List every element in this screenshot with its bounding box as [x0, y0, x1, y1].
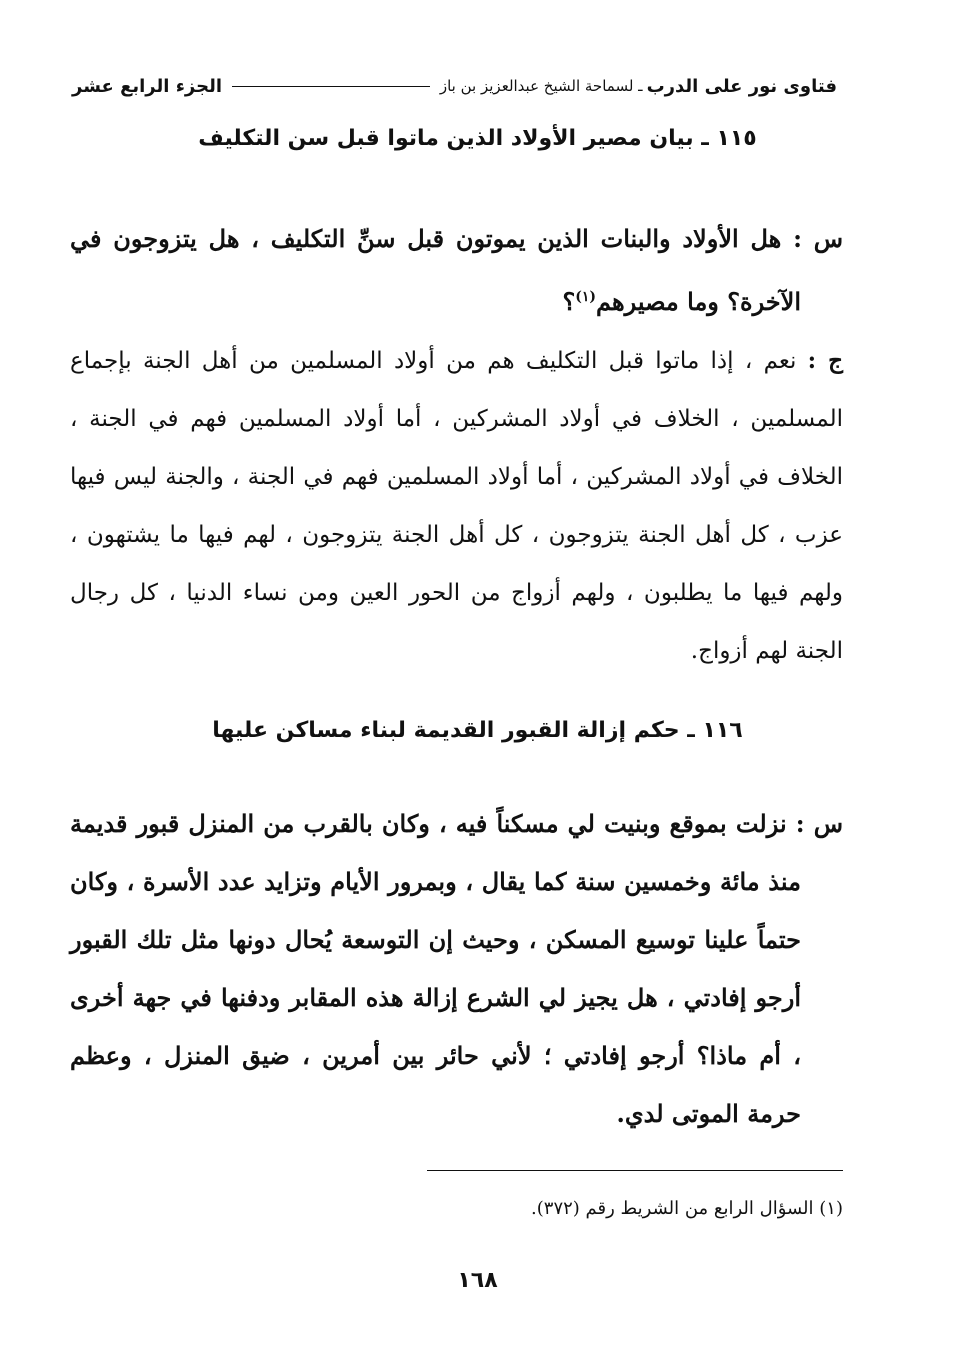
section-heading-116: ١١٦ ـ حكم إزالة القبور القديمة لبناء مساكن عليها [212, 718, 743, 743]
answer-115 [70, 332, 843, 680]
answer-text: نعم ، إذا ماتوا قبل التكليف هم من أولاد المسلمين من أهل الجنة بإجماع المسلمين ، الخلاف في أولاد المشركين ، أما أولاد المسلمين فهم في الجنة ، الخلاف في أولاد المشركين ، أما أولاد المسلمين فهم في الجنة ، والجنة ليس فيها عزب ، كل أهل الجنة يتزوجون ، كل أهل الجنة يتزوجون ، لهم فيها ما يشتهون ، ولهم فيها ما يطلبون ، ولهم أزواج من الحور العين ومن نساء الدنيا ، كل رجال الجنة لهم أزواج. [70, 348, 843, 664]
question-marker: س : [795, 809, 843, 838]
author-name: ـ لسماحة الشيخ عبدالعزيز بن باز [439, 77, 643, 95]
question-text: نزلت بموقع وبنيت لي مسكناً فيه ، وكان بالقرب من المنزل قبور قديمة منذ مائة وخمسين سنة كما يقال ، وبمرور الأيام وتزايد عدد الأسرة ، وكان حتماً علينا توسيع المسكن ، وحيث إن التوسعة يُحال دونها مثل تلك القبور أرجو إفادتي ، هل يجيز لي الشرع إزالة هذه المقابر ودفنها في جهة أخرى ، أم ماذا؟ أرجو إفادتي ؛ لأني حائر بين أمرين ، ضيق المنزل ، وعظم حرمة الموتى لدي. [70, 809, 802, 1128]
question-115 [70, 210, 843, 331]
answer-marker: ج : [807, 347, 843, 374]
footnote: (١) السؤال الرابع من الشريط رقم (٣٧٢). [531, 1198, 843, 1219]
question-end-mark: ؟ [562, 287, 576, 316]
question-marker: س : [793, 224, 843, 253]
page-number: ١٦٨ [457, 1268, 498, 1293]
header-rule [232, 86, 430, 87]
footnote-reference: (١) [575, 289, 596, 305]
question-text: هل الأولاد والبنات الذين يموتون قبل سنِّ التكليف ، هل يتزوجون في الآخرة؟ وما مصيرهم [70, 224, 801, 316]
footnote-divider [427, 1170, 843, 1171]
running-header [72, 72, 837, 100]
book-title: فتاوى نور على الدرب [646, 75, 837, 97]
volume-label: الجزء الرابع عشر [72, 75, 222, 97]
section-heading-115: ١١٥ ـ بيان مصير الأولاد الذين ماتوا قبل سن التكليف [198, 126, 757, 151]
question-116 [70, 795, 843, 1143]
